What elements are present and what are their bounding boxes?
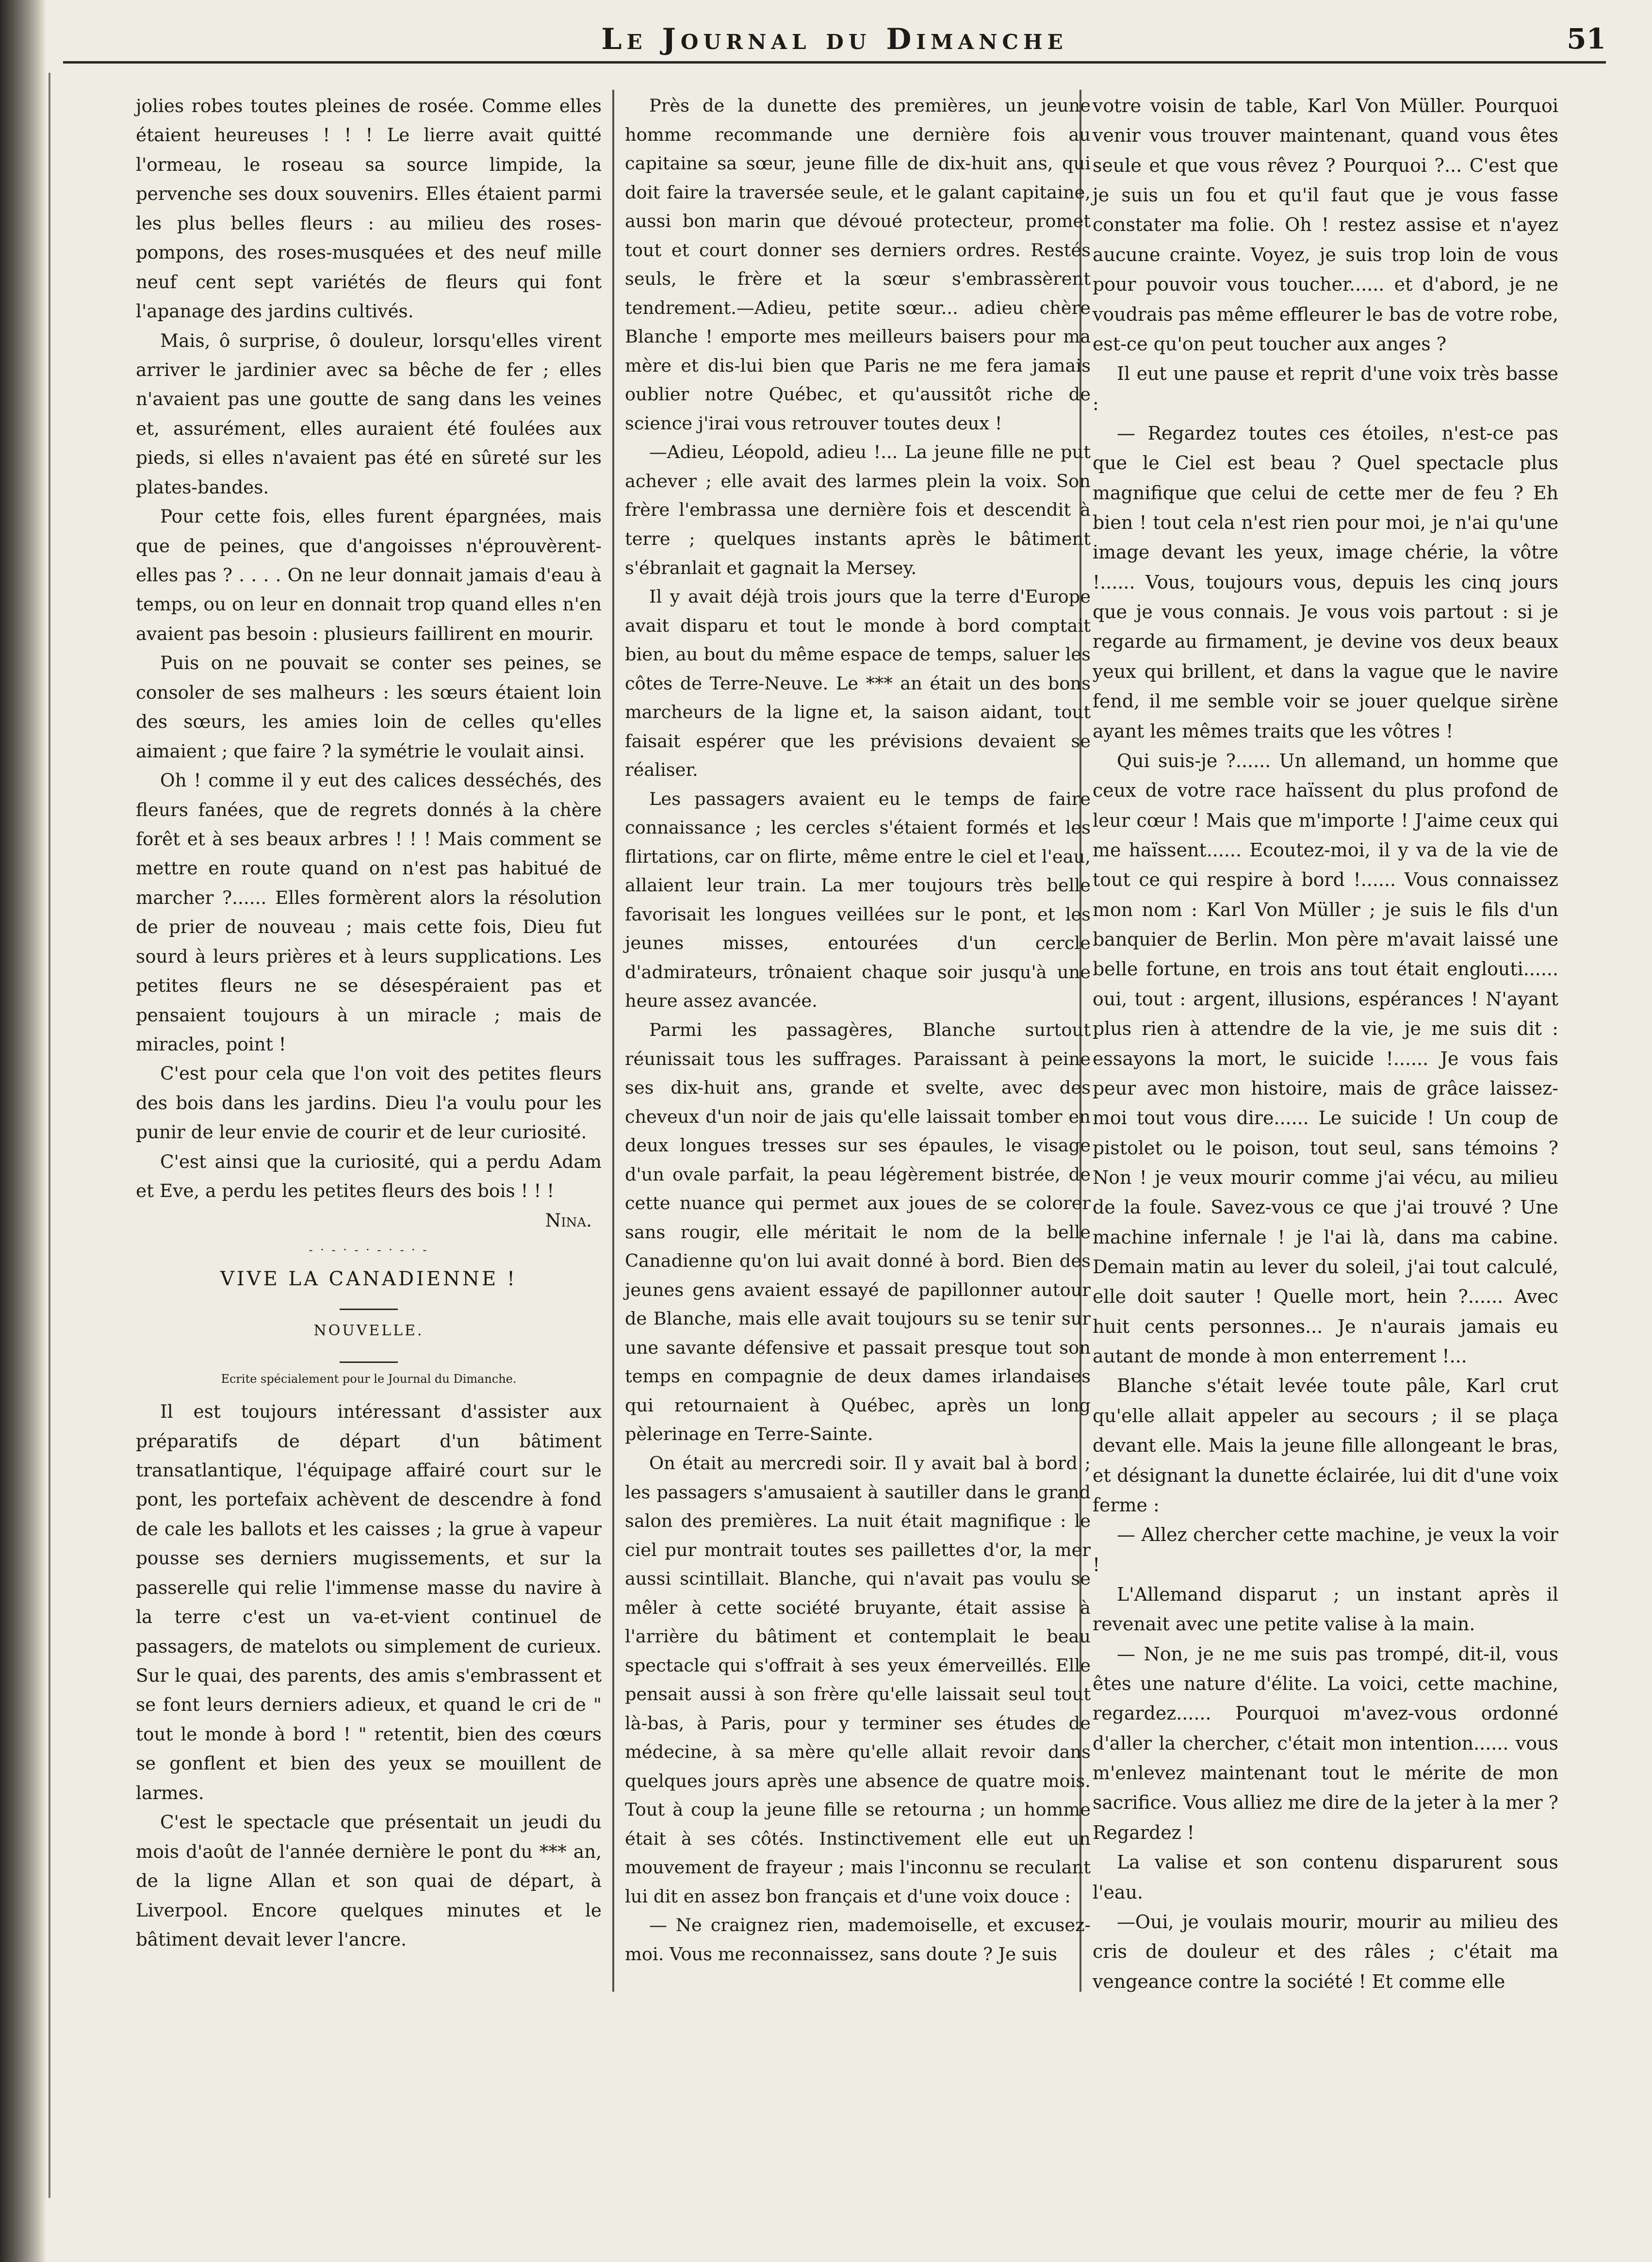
paragraph: Blanche s'était levée toute pâle, Karl crut qu'elle allait appeler au secours ; il se plaça devant elle. Mais la jeune fille allongeant le bras, et désignant la dunette éclairée, lui dit d'une voix ferme :	[1093, 1375, 1558, 1516]
paragraph: — Regardez toutes ces étoiles, n'est-ce pas que le Ciel est beau ? Quel spectacle plus magnifique que celui de cette mer de feu ? Eh bien ! tout cela n'est rien pour moi, je n'ai qu'une image devant les yeux, image chérie, la vôtre !...... Vous, toujours vous, depuis les cinq jours que je vous connais. Je vous vois partout : si je regarde au firmament, je devine vos deux beaux yeux qui brillent, et dans la vague que le navire fend, il me semble voir se jouer quelque sirène ayant les mêmes traits que les vôtres !	[1093, 422, 1558, 742]
paragraph: — Ne craignez rien, mademoiselle, et excusez-moi. Vous me reconnaissez, sans doute ? Je suis	[625, 1915, 1091, 1965]
paragraph: — Allez chercher cette machine, je veux la voir !	[1093, 1524, 1558, 1575]
paragraph: Mais, ô surprise, ô douleur, lorsqu'elles virent arriver le jardinier avec sa bêche de fer ; elles n'avaient pas une goutte de sang dans les veines et, assurément, elles auraient été foulées aux pieds, si elles n'avaient pas été en sûreté sur les plates-bandes.	[136, 329, 602, 498]
paragraph: — Non, je ne me suis pas trompé, dit-il, vous êtes une nature d'élite. La voici, cette machine, regardez...... Pourquoi m'avez-vous ordonné d'aller la chercher, c'était mon intention...... vous m'enlevez maintenant tout le mérite de mon sacrifice. Vous alliez me dire de la jeter à la mer ? Regardez !	[1093, 1643, 1558, 1843]
genre-rule	[136, 1352, 602, 1363]
paragraph: Parmi les passagères, Blanche surtout réunissait tous les suffrages. Paraissant à peine ses dix-huit ans, grande et svelte, avec des cheveux d'un noir de jais qu'elle laissait tomber en deux longues tresses sur ses épaules, le visage d'un ovale parfait, la peau légèrement bistrée, de cette nuance qui permet aux joues de se colorer sans rougir, elle méritait le nom de la belle Canadienne qu'on lui avait donné à bord. Bien des jeunes gens avaient essayé de papillonner autour de Blanche, mais elle avait toujours su se tenir sur une savante défensive et passait presque tout son temps en compagnie de deux dames irlandaises qui retournaient à Québec, après un long pèlerinage en Terre-Sainte.	[625, 1019, 1091, 1445]
column-left	[136, 91, 602, 1954]
paragraph: L'Allemand disparut ; un instant après il revenait avec une petite valise à la main.	[1093, 1583, 1558, 1635]
paragraph: C'est ainsi que la curiosité, qui a perdu Adam et Eve, a perdu les petites fleurs des bois ! ! !	[136, 1150, 602, 1202]
paragraph: C'est pour cela que l'on voit des petites fleurs des bois dans les jardins. Dieu l'a voulu pour les punir de leur envie de courir et de leur curiosité.	[136, 1063, 602, 1143]
column-right-paragraphs	[1093, 91, 1558, 1997]
story-byline: Ecrite spécialement pour le Journal du Dimanche.	[221, 1372, 517, 1386]
paragraph: votre voisin de table, Karl Von Müller. Pourquoi venir vous trouver maintenant, quand vous êtes seule et que vous rêvez ? Pourquoi ?... C'est que je suis un fou et qu'il faut que je vous fasse constater ma folie. Oh ! restez assise et n'ayez aucune crainte. Voyez, je suis trop loin de vous pour pouvoir vous toucher...... et d'abord, je ne voudrais pas même effleurer le bas de votre robe, est-ce qu'on peut toucher aux anges ?	[1093, 95, 1558, 355]
column-left-paragraphs	[136, 91, 602, 1206]
paragraph: Oh ! comme il y eut des calices desséchés, des fleurs fanées, que de regrets donnés à la chère forêt et à ses beaux arbres ! ! ! Mais comment se mettre en route quand on n'est pas habitué de marcher ?...... Elles formèrent alors la résolution de prier de nouveau ; mais cette fois, Dieu fut sourd à leurs prières et à leurs supplications. Les petites fleurs ne se désespéraient pas et pensaient toujours à un miracle ; mais de miracles, point !	[136, 770, 602, 1055]
page-header	[63, 19, 1606, 64]
paragraph: Qui suis-je ?...... Un allemand, un homme que ceux de votre race haïssent du plus profond de leur cœur ! Mais que m'importe ! J'aime ceux qui me haïssent...... Ecoutez-moi, il y va de la vie de tout ce qui respire à bord !...... Vous connaissez mon nom : Karl Von Müller ; je suis le fils d'un banquier de Berlin. Mon père m'avait laissé une belle fortune, en trois ans tout était englouti...... oui, tout : argent, illusions, espérances ! N'ayant plus rien à attendre de la vie, je me suis dit : essayons la mort, le suicide !...... Je vous fais peur avec mon histoire, mais de grâce laissez-moi tout vous dire...... Le suicide ! Un coup de pistolet ou le poison, tout seul, sans témoins ? Non ! je veux mourir comme j'ai vécu, au milieu de la foule. Savez-vous ce que j'ai trouvé ? Une machine infernale ! je l'ai là, dans ma cabine. Demain matin au lever du soleil, j'ai tout calculé, elle doit sauter ! Quelle mort, hein ?...... Avec huit cents personnes... Je n'aurais jamais eu autant de monde à mon enterrement !...	[1093, 750, 1558, 1367]
paragraph: Il eut une pause et reprit d'une voix très basse :	[1093, 363, 1558, 414]
binding-line	[49, 73, 50, 2198]
paragraph: Les passagers avaient eu le temps de faire connaissance ; les cercles s'étaient formés et les flirtations, car on flirte, même entre le ciel et l'eau, allaient leur train. La mer toujours très belle favorisait les longues veillées sur le pont, et les jeunes misses, entourées d'un cercle d'admirateurs, trônaient chaque soir jusqu'à une heure assez avancée.	[625, 788, 1091, 1012]
paragraph: —Oui, je voulais mourir, mourir au milieu des cris de douleur et des râles ; c'était ma vengeance contre la société ! Et comme elle	[1093, 1911, 1558, 1992]
story-genre: NOUVELLE.	[313, 1322, 424, 1340]
page-number: 51	[1567, 22, 1606, 55]
column-middle-paragraphs	[625, 91, 1091, 1969]
column-right	[1093, 91, 1558, 1997]
paragraph: Pour cette fois, elles furent épargnées, mais que de peines, que d'angoisses n'éprouvèrent-elles pas ? . . . . On ne leur donnait jamais d'eau à temps, ou on leur en donnait trop quand elles n'en avaient pas besoin : plusieurs faillirent en mourir.	[136, 506, 602, 644]
binding-edge	[0, 0, 46, 2262]
paragraph: jolies robes toutes pleines de rosée. Comme elles étaient heureuses ! ! ! Le lierre avait quitté l'ormeau, le roseau sa source limpide, la pervenche ses doux souvenirs. Elles étaient parmi les plus belles fleurs : au milieu des roses-pompons, des roses-musquées et des neuf mille neuf cent sept variétés de fleurs qui font l'apanage des jardins cultivés.	[136, 95, 602, 322]
paragraph: Puis on ne pouvait se conter ses peines, se consoler de ses malheurs : les sœurs étaient loin des sœurs, les amies loin de celles qu'elles aimaient ; que faire ? la symétrie le voulait ainsi.	[136, 652, 602, 762]
paragraph: —Adieu, Léopold, adieu !... La jeune fille ne put achever ; elle avait des larmes plein la voix. Son frère l'embrassa une dernière fois et descendit à terre ; quelques instants après le bâtiment s'ébranlait et gagnait la Mersey.	[625, 442, 1091, 578]
column-rule	[612, 90, 614, 1992]
column-middle	[625, 91, 1091, 1969]
paragraph: Il est toujours intéressant d'assister aux préparatifs de départ d'un bâtiment transatlantique, l'équipage affairé court sur le pont, les portefaix achèvent de descendre à fond de cale les ballots et les caisses ; la grue à vapeur pousse ses derniers mugissements, et sur la passerelle qui relie l'immense masse du navire à la terre c'est un va-et-vient continuel de passagers, de matelots ou simplement de curieux. Sur le quai, des parents, des amis s'embrassent et se font leurs derniers adieux, et quand le cri de " tout le monde à bord ! " retentit, bien des cœurs se gonflent et bien des yeux se mouillent de larmes.	[136, 1401, 602, 1803]
signature: Nina.	[545, 1209, 592, 1231]
paragraph: Près de la dunette des premières, un jeune homme recommande une dernière fois au capitaine sa sœur, jeune fille de dix-huit ans, qui doit faire la traversée seule, et le galant capitaine, aussi bon marin que dévoué protecteur, promet tout et court donner ses derniers ordres. Restés seuls, le frère et la sœur s'embrassèrent tendrement.—Adieu, petite sœur... adieu chère Blanche ! emporte mes meilleurs baisers pour ma mère et dis-lui bien que Paris ne me fera jamais oublier notre Québec, et qu'aussitôt riche de science j'irai vous retrouver toutes deux !	[625, 95, 1091, 434]
ornament-divider: - · - · - · - · - · -	[309, 1243, 429, 1257]
paragraph: Il y avait déjà trois jours que la terre d'Europe avait disparu et tout le monde à bord comptait bien, au bout du même espace de temps, saluer les côtes de Terre-Neuve. Le *** an était un des bons marcheurs de la ligne et, la saison aidant, tout faisait espérer que les prévisions devaient se réaliser.	[625, 586, 1091, 781]
journal-title: Le Journal du Dimanche	[601, 22, 1068, 56]
paragraph: On était au mercredi soir. Il y avait bal à bord ; les passagers s'amusaient à sautiller dans le grand salon des premières. La nuit était magnifique : le ciel pur montrait toutes ses paillettes d'or, la mer aussi scintillait. Blanche, qui n'avait pas voulu se mêler à cette société bruyante, était assise à l'arrière du bâtiment et contemplait le beau spectacle qui s'offrait à ses yeux émerveillés. Elle pensait aussi à son frère qu'elle laissait seul tout là-bas, à Paris, pour y terminer ses études de médecine, à sa mère qu'elle allait revoir dans quelques jours après une absence de quatre mois. Tout à coup la jeune fille se retourna ; un homme était à ses côtés. Instinctivement elle eut un mouvement de frayeur ; mais l'inconnu se reculant lui dit en assez bon français et d'une voix douce :	[625, 1452, 1091, 1907]
story-title: VIVE LA CANADIENNE !	[220, 1268, 518, 1291]
paragraph: La valise et son contenu disparurent sous l'eau.	[1093, 1852, 1558, 1903]
paragraph: C'est le spectacle que présentait un jeudi du mois d'août de l'année dernière le pont du *** an, de la ligne Allan et son quai de départ, à Liverpool. Encore quelques minutes et le bâtiment devait lever l'ancre.	[136, 1811, 602, 1950]
column-left-story-paragraphs	[136, 1397, 602, 1954]
title-rule	[136, 1299, 602, 1310]
